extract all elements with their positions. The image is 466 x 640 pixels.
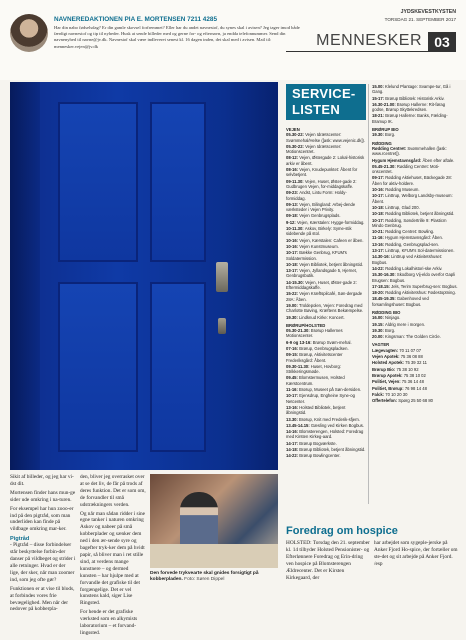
service-entry <box>286 340 366 345</box>
entry-time: 18-20: <box>372 290 386 296</box>
service-entry <box>372 266 458 271</box>
entry-text: Jels, Terim Superbrug-sen: Bogbus. <box>391 283 458 289</box>
entry-time: 19.15: <box>372 321 386 327</box>
entry-time: 08-16: <box>286 167 300 173</box>
entry-time: 05.30-22: <box>286 132 306 138</box>
entry-text: Linttrup, KFUM's Sol-datermissionen. <box>385 248 455 254</box>
service-entry <box>286 268 366 279</box>
subheading: Pigtråd <box>10 536 30 543</box>
hospice-column-2: har arbejdet som sygeple-jerske på Anker Fjord Ho-spice, der fortæller om ste-det og sit arbejde på Anker Fjord. /esp <box>374 540 458 567</box>
paragraph: den, bliver jeg overrasket over at se det liv, de får på trods af deres funktion. Det er som om, de forvandler til små udstrækningers verden. <box>80 474 146 508</box>
entry-text: 75 36 08 88 <box>400 354 423 360</box>
entry-text: 76 98 14 48 <box>404 385 427 391</box>
entry-text: Borg. <box>385 327 396 333</box>
service-entry <box>372 164 458 175</box>
service-entry <box>372 322 458 327</box>
service-entry <box>372 272 458 283</box>
entry-time: 07-16: <box>286 345 300 351</box>
entry-time: 11-16: <box>372 235 386 241</box>
entry-text: Rødding Lokalhistori-ske Arkiv. <box>385 265 443 271</box>
entry-time: 10-17: <box>372 193 386 199</box>
door-panel <box>58 282 138 452</box>
service-entry <box>372 315 458 320</box>
service-entry <box>372 146 458 157</box>
entry-text: 75 38 10 02 <box>403 372 426 378</box>
entry-time: 19.30: <box>372 327 386 333</box>
entry-time: 11-16: <box>286 387 300 393</box>
entry-text: Vejen Genbrugsplads. <box>299 213 341 219</box>
hospice-headline: Foredrag om hospice <box>286 525 398 537</box>
entry-text: Brørup Bibliotek: Historisk Arkiv. <box>385 95 445 101</box>
entry-time: 10-18: <box>286 261 300 267</box>
service-entry <box>286 244 366 249</box>
page-number: 03 <box>428 32 456 52</box>
entry-time: 08-12: <box>286 155 300 161</box>
entry-text: Åben efter aftale. <box>422 157 455 163</box>
entry-text: Klelund Plantage: Svampe-tur, Gå i Gang. <box>372 84 451 95</box>
entry-time: 16.00: <box>372 315 386 321</box>
service-entry <box>372 235 458 240</box>
entry-time: 14-16: <box>286 429 300 435</box>
entry-time: 10-18: <box>372 211 386 217</box>
section-label: MENNESKER <box>316 32 422 49</box>
entry-text: Aldrig mere i morgen. <box>385 321 426 327</box>
entry-text: Rødding Centret: Bowling. <box>385 229 435 235</box>
entry-time: 20.00: <box>372 334 386 340</box>
service-entry <box>372 284 458 289</box>
entry-time: 14-22: <box>372 265 386 271</box>
entry-text: Vejen, Jyllandsgade 5, Hjernet, Genbrugsbutik. <box>286 268 358 279</box>
service-entry <box>372 328 458 333</box>
work-table <box>150 544 278 568</box>
entry-time: 10-17: <box>372 217 386 223</box>
column-divider <box>368 84 369 504</box>
service-entry <box>286 179 366 190</box>
paragraph: For hende er det grafiske værksted som en alkymists laboratorium – et forvand-lingssted. <box>80 609 138 636</box>
entry-time: 14.30-16: <box>372 254 392 260</box>
entry-text: Rødding Centret: Moti-onscentret. <box>372 163 440 175</box>
service-entry <box>372 175 458 186</box>
service-entry <box>286 352 366 363</box>
service-entry <box>286 393 366 404</box>
service-entry <box>372 392 458 397</box>
service-entry <box>286 447 366 452</box>
entry-time: 14-22: <box>286 453 300 459</box>
entry-time: 10-16: <box>372 187 386 193</box>
section-banner <box>286 32 456 52</box>
entry-text: Spørg 25 50 68 80 <box>398 398 433 404</box>
entry-time: 10-21: <box>372 229 386 235</box>
entry-time: 15-22: <box>286 291 300 297</box>
service-entry <box>286 315 366 320</box>
service-heading: BRØRUP/HOLSTED <box>286 322 326 328</box>
entry-text: 75 36 14 48 <box>401 379 424 385</box>
entry-time: 05.30-21.30: <box>286 328 311 334</box>
entry-text: Vejen, Huset, Øster-gade 2: Gudbrugen Vejen, for-middagskaffe. <box>286 178 357 189</box>
entry-time: 16.30-21.00: <box>372 101 397 107</box>
entry-text: Bække Genbrug, KFUM's Soldatermission. <box>286 250 347 261</box>
photo-caption <box>150 571 278 583</box>
door-handle <box>216 262 228 292</box>
service-entry <box>286 280 366 291</box>
service-entry <box>286 155 366 166</box>
editor-line: NAVNEREDAKTIONEN PIA E. MORTENSEN 7211 4285 <box>54 16 218 23</box>
entry-text: Rødding, Genbrugsplad-sen. <box>385 241 440 247</box>
entry-text: Rødding Museum. <box>385 187 420 193</box>
entry-time: 09.45: <box>286 375 300 381</box>
entry-time: 18.45-19.35: <box>372 296 397 302</box>
entry-time: 6-9 og 13-16: <box>286 339 313 345</box>
service-entry <box>286 417 366 422</box>
workshop-photo <box>150 474 278 568</box>
entry-text: Vejen, Knudepunktet: Åbent for selvbetjent. <box>286 167 358 178</box>
entry-time: 10-17: <box>286 393 300 399</box>
entry-time: 13-17: <box>372 248 386 254</box>
service-entry <box>372 187 458 192</box>
entry-text: Vejen Bibliotek, betjent åbningstid. <box>299 261 364 267</box>
entry-text: 75 38 10 92 <box>396 366 419 372</box>
entry-text: 70 11 07 07 <box>399 347 422 353</box>
service-entry <box>286 250 366 261</box>
service-entry <box>286 226 366 237</box>
service-entry <box>372 96 458 101</box>
issue-date: TORSDAG 21. SEPTEMBER 2017 <box>384 17 456 22</box>
entry-time: Hygum Hjemstavnsgård: <box>372 157 423 163</box>
entry-text: Rødding Bibliotek, betjent åbningstid. <box>385 211 455 217</box>
paragraph: Mortensen finder hans mun-ge sider ude omkring i na-turen. <box>10 489 76 503</box>
entry-time: 13-16: <box>286 404 300 410</box>
entry-time: 13-16: <box>372 241 386 247</box>
service-heading: RØDDING <box>372 140 392 146</box>
entry-time: 18-21: <box>372 113 386 119</box>
service-heading: RØDDING BIO <box>372 309 401 315</box>
paper-name <box>385 9 456 22</box>
service-entry <box>372 373 458 378</box>
service-entry <box>372 254 458 265</box>
service-entry <box>286 328 366 339</box>
service-heading: BRØRUP BIO <box>372 127 399 133</box>
entry-text: Ninjago. <box>385 315 401 321</box>
entry-text: Rødding, Søndertrille 9: Plasticm Mindo Genbrug. <box>372 217 447 228</box>
entry-text: Vejen Kunstmuseum. <box>299 243 339 249</box>
service-heading: VEJEN <box>286 127 300 132</box>
service-entry <box>372 84 458 95</box>
article-column-1 <box>10 474 76 615</box>
service-entry <box>372 205 458 210</box>
service-entry <box>372 360 458 365</box>
entry-time: 10-16: <box>286 243 300 249</box>
service-entry <box>286 220 366 225</box>
entry-time: 10-11.30: <box>286 226 305 232</box>
entry-time: Offertelefon: <box>372 398 399 404</box>
entry-text: Svømmehallen ([ask: www.rcentret]). <box>372 145 447 157</box>
entry-text: Brørup, Museet på Søn-dersiden. <box>299 387 362 393</box>
entry-time: 10-17: <box>286 250 300 256</box>
entry-time: 05.45-21.30: <box>372 163 397 169</box>
entry-text: Vejen, Kærstalen: Cafeen er åben. <box>299 237 364 243</box>
blue-door-photo <box>10 82 278 470</box>
paragraph: - Pigtråd – disse forbindelser står beskyttelse forbin-der danser på vildbeget og strider i alle retninger. Hvad er der lige, der sker, når man zoomer ind, som jeg ofte gør? <box>10 542 76 583</box>
door-keyhole <box>218 318 226 334</box>
entry-time: Brørup Apotek: <box>372 372 404 378</box>
entry-time: Politiet, Brørup: <box>372 385 405 391</box>
service-entry <box>372 398 458 403</box>
entry-text: Vejen, Huset, Øster-gade 2: Eftermiddagskaffe. <box>286 279 357 291</box>
service-entry <box>372 158 458 163</box>
entry-text: Brørup Bibliotek, betjent åbningstid. <box>299 447 366 453</box>
entry-time: 09.30-11.30: <box>286 363 311 369</box>
service-entry <box>372 379 458 384</box>
service-entry <box>286 303 366 314</box>
entry-time: 09-13: <box>286 201 300 207</box>
service-entry <box>372 211 458 216</box>
service-entry <box>286 423 366 428</box>
entry-time: Lægevagten: <box>372 347 400 353</box>
service-entry <box>372 242 458 247</box>
service-entry <box>372 296 458 307</box>
service-entry <box>372 218 458 229</box>
entry-time: Rødding Centret: <box>372 145 408 151</box>
service-entry <box>286 291 366 302</box>
entry-text: Brørup, Genbrugspladsen. <box>299 345 349 351</box>
entry-text: Linttrup ved Aktivitetshuset: Bogbus. <box>372 254 443 265</box>
entry-text: Skodborg Vij-eldo overfor Gapli Brugsen: Bogbus. <box>372 272 456 283</box>
entry-time: 09-18: <box>286 213 300 219</box>
service-column-2 <box>372 84 458 404</box>
paragraph: For eksempel har hun zooo-er ind på den pigtråd, som man underliden kan finde på vildbage omkring mar-ker. <box>10 505 74 533</box>
entry-time: 14-18: <box>286 447 300 453</box>
service-entry <box>372 229 458 234</box>
door-panel <box>150 282 206 452</box>
door-panel <box>58 102 138 262</box>
page-header <box>0 0 466 80</box>
entry-text: Vejen, Kærstalen: Hygge-formiddag. <box>296 219 365 225</box>
article-column-2 <box>80 474 146 639</box>
editor-text: Har din nabo fødselsdag? Er din gamle skovsel forfremmet? Eller har du andet navnestof, du synes skal i avisen? Jeg tager imod både færdigt navnestof og tip til nyheder. Husk at sende billeder med og gerne for- og efternavn, ja endda telefonnummer. Send din navnenyhed til navne@jv.dk. Navnestof skal være indleveret senest kl. 16 dagen inden, det skal med i avisen. Mail til: mennesker.vejen@jv.dk <box>54 25 300 49</box>
service-entry <box>286 202 366 213</box>
service-entry <box>286 262 366 267</box>
door-frame <box>10 82 40 470</box>
entry-text: Kingsman: The Golden Circle. <box>385 334 441 340</box>
entry-text: Borg. <box>385 132 396 138</box>
entry-time: Politiet, Vejen: <box>372 379 402 385</box>
entry-time: 10-16: <box>286 237 300 243</box>
entry-text: Huset, Hovborg: Strikkeringsmøde. <box>286 363 341 375</box>
service-entry <box>286 144 366 155</box>
entry-text: Blomsterengen, Holsted: Foredrag med Kirsten Kirkeg-aard. <box>286 429 364 440</box>
service-entry <box>286 213 366 218</box>
entry-time: Vejen Apotek: <box>372 354 401 360</box>
photo-credit: Foto: Søren Dippel <box>184 577 225 582</box>
service-entry <box>286 132 366 143</box>
service-entry <box>286 190 366 201</box>
paragraph: Funktionen er at vise til blods, at forbindes vores frie bevægelighed. Men når der nedover på kobberpla- <box>10 585 75 613</box>
editor-avatar <box>10 14 48 52</box>
service-entry <box>372 354 458 359</box>
entry-text: Brørup, Aktivitetscenter Frederiksgård: Åbent. <box>286 352 343 363</box>
entry-text: Vejen, Østergade 2: Lokal-historisk arkiv er åbent. <box>286 155 365 166</box>
entry-text: Brørup Bowlingcenter. <box>299 453 341 459</box>
service-title: SERVICE-LISTEN <box>286 84 366 120</box>
service-entry <box>372 290 458 295</box>
entry-text: Brørup Hallerne: Banks, Fælding-Bramup IK. <box>372 113 448 124</box>
entry-text: Rødding Aktiehuset, Bäckegade 28: Åben for aktiv-holdere. <box>372 175 452 186</box>
entry-text: 75 39 32 11 <box>405 360 427 366</box>
entry-text: Brørup Svøm-mehal. <box>312 339 352 345</box>
entry-text: Andst, Lintu Form: Holdy-formiddag. <box>286 190 347 201</box>
service-entry <box>286 405 366 416</box>
entry-text: Troldepolen, Vejen: Foredrag med Charlotte Bøving, Kræftens Bekæmpelse. <box>286 302 364 314</box>
entry-text: Brørup Hallernes Motionscenter. <box>286 328 343 339</box>
entry-time: 15.30-16.30: <box>372 272 397 278</box>
service-entry <box>286 346 366 351</box>
entry-text: Linttrup, Glad 200. <box>385 204 420 210</box>
entry-time: 19.00: <box>286 302 300 308</box>
artist-figure <box>180 492 218 552</box>
service-entry <box>372 102 458 113</box>
entry-time: 13.30: <box>286 416 300 422</box>
service-entry <box>372 113 458 124</box>
entry-time: 14-17: <box>286 440 300 446</box>
service-entry <box>372 132 458 137</box>
entry-text: Askov, Birkely: Syme-stik sidebende på stol. <box>286 226 352 237</box>
entry-time: 9-12: <box>286 219 297 225</box>
service-entry <box>286 364 366 375</box>
entry-time: 14-15.30: <box>286 279 306 285</box>
entry-text: Linttrup, Welborg Landsby-museum: Åbent. <box>372 193 453 204</box>
entry-time: Holsted Apotek: <box>372 360 406 366</box>
entry-text: Gæsling ved Kirken Bogbus. <box>310 422 364 428</box>
entry-time: 09-23: <box>286 190 300 196</box>
service-entry <box>372 367 458 372</box>
entry-text: Vejen, Bilingland: Arbej-dende værksteder i Vejen Privity. <box>286 201 356 213</box>
entry-text: Hygum Hjemstavnsgård: Åben. <box>385 235 443 241</box>
service-entry <box>286 167 366 178</box>
entry-text: Brørup Bogværkste. <box>299 440 337 446</box>
entry-time: Falck: <box>372 391 386 397</box>
entry-text: Vejen Idrætscenter: Svømmehal/Helse ([ask: www.vejenic.dk]). <box>286 132 366 143</box>
entry-text: Brørup Hallerne: Rit-førag godse, Brørup Skyttekredsen. <box>372 101 446 113</box>
service-entry <box>372 386 458 391</box>
entry-time: 17-18.15: <box>372 283 392 289</box>
entry-time: 15.00: <box>372 84 386 89</box>
entry-text: Ejensdrup, Engheine Syne-og Netcenter. <box>286 393 355 404</box>
entry-time: 19.30: <box>372 132 386 138</box>
entry-text: Blomstermusen, Holsted Kærstcentrum. <box>286 375 345 386</box>
entry-text: 70 10 20 30 <box>385 391 408 397</box>
service-entry <box>286 387 366 392</box>
service-entry <box>286 238 366 243</box>
paragraph: Sikit af billeder, og jeg har vi-dst dit. <box>10 474 74 487</box>
entry-time: 05.30-22: <box>286 143 306 149</box>
hospice-column-1: HOLSTED: Torsdag den 21. september kl. 14 tilbyder Holsted Pensionister- og Efterlønnere Foredrag og Erin-dring ven hospice på Blomsterengen Ældrecenter. Det er Kirsten Kirkegaard, der <box>286 540 370 581</box>
paragraph: Og når man sådan ridder i sine egne tanker i naturen omkring Askov og nabeer på små kobberplader og sænker dem ned i den ær-sende syre og bagefter tryk-ker dem på hvidt papir, så bliver man i ret stille sind, at verdens mange kunstnere – og dermed kunsten – har hjulpe med at forvandle det grafiske til det forgængelige. Det er vel kunstens kald, siger Lise Ringsted. <box>80 510 146 607</box>
service-entry <box>286 441 366 446</box>
entry-text: Gabenhoved ved forsamlingshuset: Bogbus. <box>372 296 429 307</box>
service-column-1 <box>286 124 366 460</box>
caption-text: Den forvede trykvearte skal gnides forsigtigt på kobberpladen. <box>150 571 259 582</box>
entry-time: 19.30: <box>286 314 300 320</box>
paper-title: JYDSKEVESTKYSTEN <box>400 9 456 15</box>
entry-time: 15-17: <box>372 95 386 101</box>
entry-text: Lindknud Kirke: Koncert. <box>299 314 345 320</box>
service-heading: VAGTER <box>372 342 390 348</box>
door-panel <box>150 102 206 262</box>
entry-time: 09-17: <box>372 175 386 181</box>
service-entry <box>372 248 458 253</box>
entry-text: Vejen Idrætscenter: Motionscentret. <box>286 143 342 155</box>
entry-time: 13.45-14.15: <box>286 422 311 428</box>
entry-text: Holsted Bibliotek, betjent åbningstid. <box>286 404 346 416</box>
entry-time: 09-11.30: <box>286 178 305 184</box>
entry-time: 10-18: <box>372 204 386 210</box>
entry-time: 09-15: <box>286 352 300 358</box>
service-entry <box>372 334 458 339</box>
service-entry <box>286 453 366 458</box>
entry-text: Vejen Kræftspilcafé, Søn-dergade 28A: Åben. <box>286 291 363 302</box>
service-entry <box>286 429 366 440</box>
entry-time: Brørup Bio: <box>372 366 397 372</box>
service-entry <box>286 375 366 386</box>
service-entry <box>372 193 458 204</box>
service-entry <box>372 348 458 353</box>
entry-time: 13-17: <box>286 268 300 274</box>
entry-text: Brørup, Knit med Frederik-sfjern. <box>299 416 361 422</box>
entry-text: Rødding Aktivitetshus: Fødestoptning. <box>385 290 456 296</box>
